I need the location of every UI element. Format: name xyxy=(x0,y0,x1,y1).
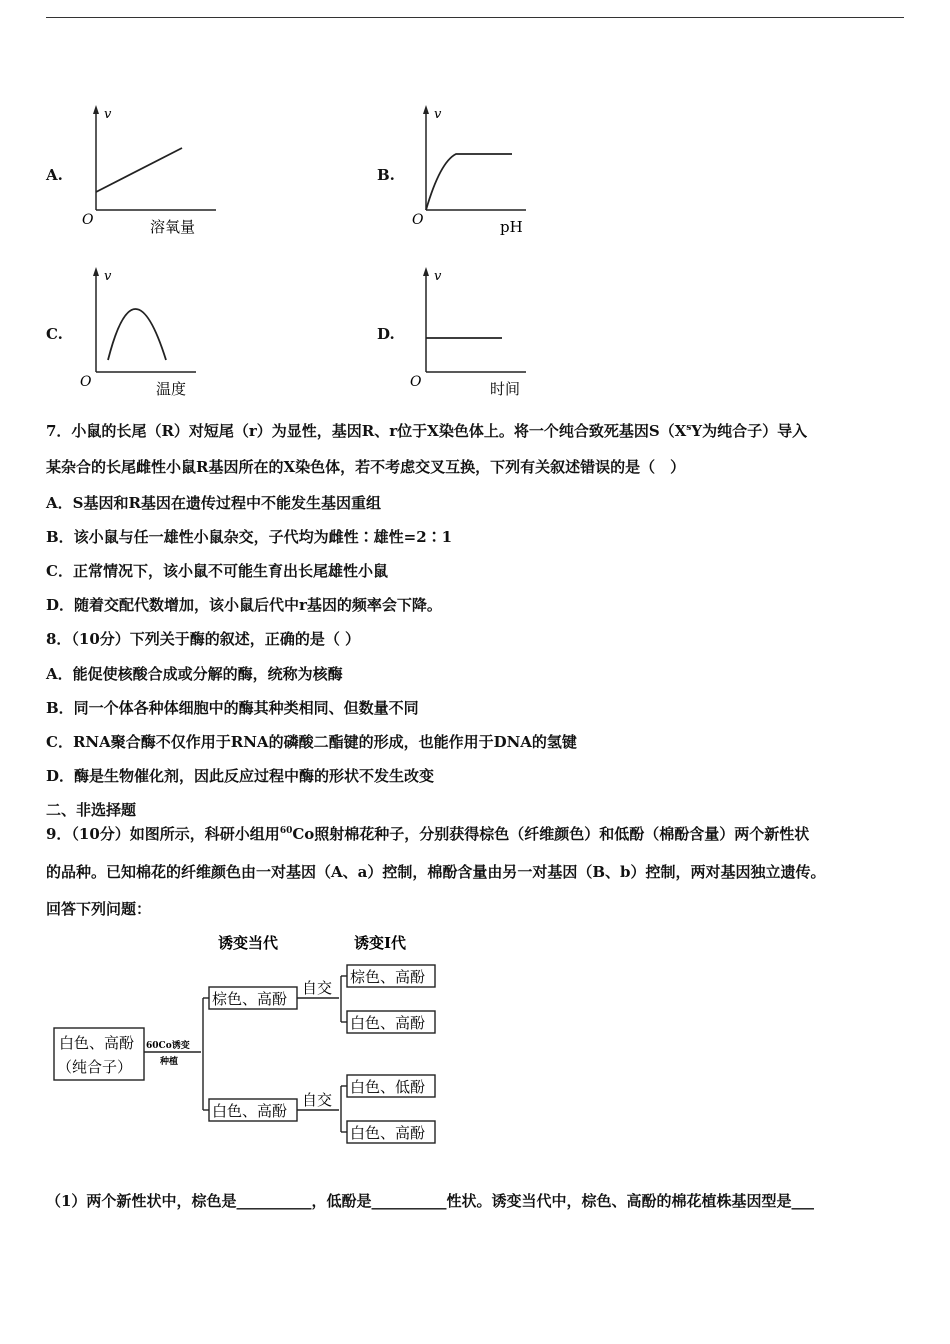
axis-y-label: v xyxy=(104,107,112,122)
q8-option-b: B．同一个体各种体细胞中的酶其种类相同、但数量不同 xyxy=(46,699,419,717)
gen1-label-4: 白色、高酚 xyxy=(350,1124,426,1142)
curve-line xyxy=(108,309,166,360)
curve-line xyxy=(96,148,182,192)
axis-y-label: v xyxy=(434,269,442,284)
axis-y-label: v xyxy=(104,269,112,284)
graph-d xyxy=(406,262,556,402)
arrow-top-label: 60Co诱变 xyxy=(146,1041,190,1051)
origin-label: O xyxy=(410,374,422,390)
option-c-label: C. xyxy=(46,325,63,343)
section-heading: 二、非选择题 xyxy=(46,801,137,819)
origin-label: O xyxy=(82,212,94,228)
origin-label: O xyxy=(80,374,92,390)
option-d-label: D. xyxy=(377,325,395,343)
header-rule xyxy=(46,17,904,18)
gen1-label-1: 棕色、高酚 xyxy=(350,968,426,986)
header-gen0: 诱变当代 xyxy=(218,934,279,952)
q8-stem: 8．（10分）下列关于酶的叙述，正确的是（ ） xyxy=(46,630,361,648)
parent-line1: 白色、高酚 xyxy=(59,1034,135,1052)
q9-stem-line3: 回答下列问题： xyxy=(46,900,152,918)
graph-a xyxy=(76,100,226,240)
q7-stem-line1: 7．小鼠的长尾（R）对短尾（r）为显性，基因R、r位于X染色体上。将一个纯合致死基因$S(X^sY$为纯合子）导入 xyxy=(46,422,808,440)
axis-x-label: 溶氧量 xyxy=(150,218,196,236)
origin-label: O xyxy=(412,212,424,228)
q7-option-d: D．随着交配代数增加，该小鼠后代中r基因的频率会下降。 xyxy=(46,596,442,614)
header-gen1: 诱变Ⅰ代 xyxy=(354,934,407,952)
graph-b xyxy=(406,100,556,240)
gen1-label-2: 白色、高酚 xyxy=(350,1014,426,1032)
q9-stem-line2: 的品种。已知棉花的纤维颜色由一对基因（A、a）控制，棉酚含量由另一对基因（B、b）控制，两对基因独立遗传。 xyxy=(46,863,826,881)
q9-stem-line1: 9．（10分）如图所示，科研小组用$^{60}$Co照射棉花种子，分别获得棕色（纤维颜色）和低酚（棉酚含量）两个新性状 xyxy=(46,825,810,843)
mutation-diagram xyxy=(46,926,466,1156)
q7-option-a: A．S基因和R基因在遗传过程中不能发生基因重组 xyxy=(46,494,381,512)
q7-option-b: B．该小鼠与任一雄性小鼠杂交，子代均为雌性∶雄性=2∶1 xyxy=(46,528,453,546)
axis-x-label: 时间 xyxy=(490,380,521,398)
q8-option-c: C．RNA聚合酶不仅作用于RNA的磷酸二酯键的形成，也能作用于DNA的氢键 xyxy=(46,733,577,751)
option-b-label: B. xyxy=(377,166,395,184)
arrow-bottom-label: 种植 xyxy=(160,1057,179,1067)
axis-x-label: 温度 xyxy=(156,380,187,398)
self-cross-top: 自交 xyxy=(302,979,333,997)
self-cross-bottom: 自交 xyxy=(302,1091,333,1109)
gen0-top-label: 棕色、高酚 xyxy=(212,990,288,1008)
q8-option-d: D．酶是生物催化剂，因此反应过程中酶的形状不发生改变 xyxy=(46,767,435,785)
q8-option-a: A．能促使核酸合成或分解的酶，统称为核酶 xyxy=(46,665,343,683)
parent-line2: （纯合子） xyxy=(57,1058,133,1076)
axis-y-label: v xyxy=(434,107,442,122)
axis-x-label: pH xyxy=(500,218,523,236)
curve-line xyxy=(426,154,512,210)
option-a-label: A. xyxy=(46,166,63,184)
gen0-bottom-label: 白色、高酚 xyxy=(212,1102,288,1120)
graph-c xyxy=(76,262,226,402)
q7-option-c: C．正常情况下，该小鼠不可能生育出长尾雄性小鼠 xyxy=(46,562,388,580)
q9-sub1: （1）两个新性状中，棕色是__________，低酚是__________性状。诱变当代中，棕色、高酚的棉花植株基因型是___ xyxy=(46,1192,814,1210)
gen1-label-3: 白色、低酚 xyxy=(350,1078,426,1096)
q7-stem-line2: 某杂合的长尾雌性小鼠R基因所在的X染色体，若不考虑交叉互换，下列有关叙述错误的是（ ） xyxy=(46,458,686,476)
